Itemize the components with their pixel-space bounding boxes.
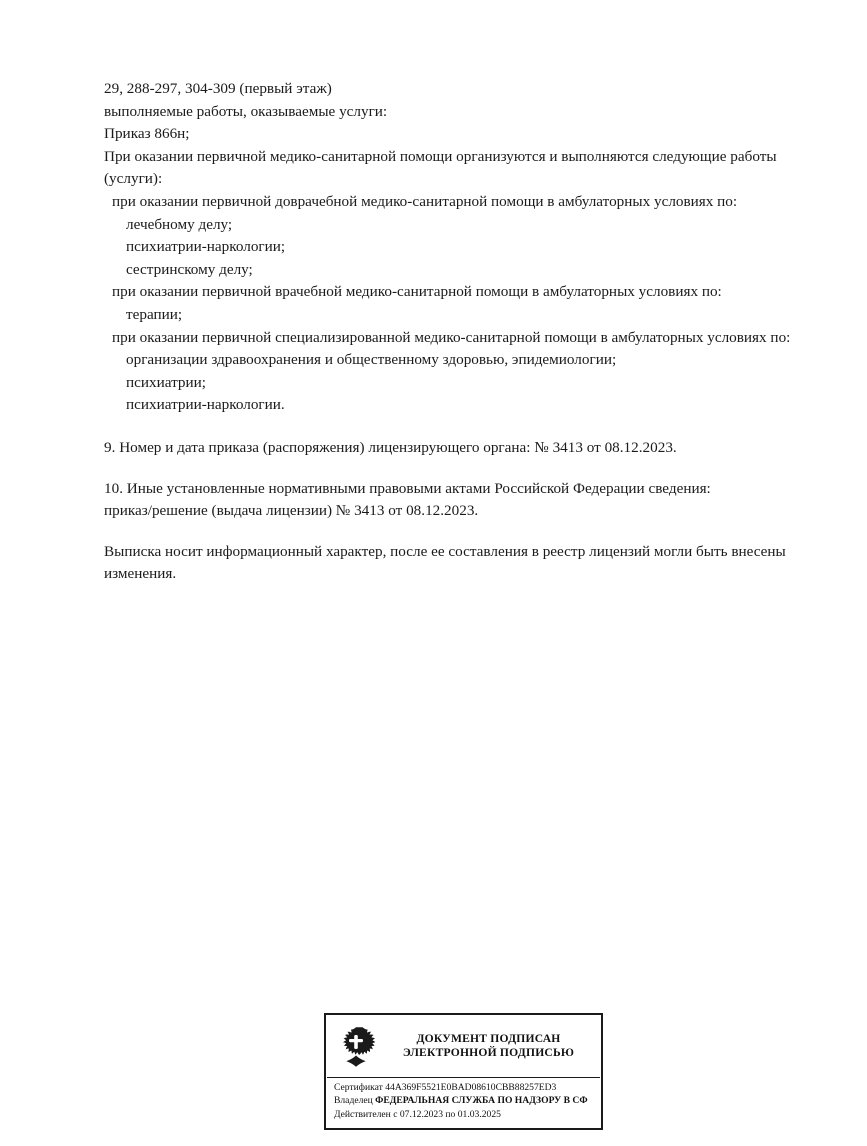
stamp-owner-value: ФЕДЕРАЛЬНАЯ СЛУЖБА ПО НАДЗОРУ В СФ xyxy=(375,1095,588,1107)
stamp-validity: Действителен с 07.12.2023 по 01.03.2025 xyxy=(334,1108,501,1120)
stamp-owner-label: Владелец xyxy=(334,1095,376,1107)
stamp-title xyxy=(382,1032,595,1061)
body-line-psychiatry: психиатрии; xyxy=(126,373,206,391)
body-line-therapy: терапии; xyxy=(126,305,183,323)
stamp-certificate: Сертификат 44A369F5521E0BAD08610CBB88257ED3 xyxy=(334,1082,557,1093)
stamp-header xyxy=(326,1015,601,1077)
item-10-other-info-line2: приказ/решение (выдача лицензии) № 3413 от 08.12.2023. xyxy=(104,502,479,520)
body-line-order: Приказ 866н; xyxy=(104,125,190,143)
body-line-specialized-care: при оказании первичной специализированной медико-санитарной помощи в амбулаторных условиях по: xyxy=(112,328,791,346)
item-9-order-number: 9. Номер и дата приказа (распоряжения) лицензирующего органа: № 3413 от 08.12.2023. xyxy=(104,438,677,456)
body-line-nursing: сестринскому делу; xyxy=(126,260,253,278)
body-line-works-header: выполняемые работы, оказываемые услуги: xyxy=(104,102,388,120)
stamp-title-line2: ЭЛЕКТРОННОЙ ПОДПИСЬЮ xyxy=(402,1046,575,1059)
body-line-primary-care-intro: При оказании первичной медико-санитарной помощи организуются и выполняются следующие работы (услуги): xyxy=(104,147,781,188)
stamp-title-line1: ДОКУМЕНТ ПОДПИСАН xyxy=(416,1031,561,1045)
stamp-details xyxy=(326,1078,601,1121)
spacer xyxy=(104,417,816,437)
body-line-psychiatry-narcology-2: психиатрии-наркологии. xyxy=(126,396,285,414)
body-line-address: 29, 288-297, 304-309 (первый этаж) xyxy=(104,80,332,97)
stamp-owner xyxy=(334,1094,597,1107)
body-line-psychiatry-narcology-1: психиатрии-наркологии; xyxy=(126,238,286,256)
body-line-medical-practice: лечебному делу; xyxy=(126,215,233,233)
body-line-prehospital: при оказании первичной доврачебной медико-санитарной помощи в амбулаторных условиях по: xyxy=(112,192,738,210)
document-body xyxy=(104,78,816,586)
informational-notice: Выписка носит информационный характер, после ее составления в реестр лицензий могли быть внесены изменения. xyxy=(104,542,786,583)
spacer xyxy=(104,460,816,478)
body-line-public-health: организации здравоохранения и общественному здоровью, эпидемиологии; xyxy=(126,351,617,369)
item-10-other-info-line1: 10. Иные установленные нормативными правовыми актами Российской Федерации сведения: xyxy=(104,479,711,497)
russian-coat-of-arms-icon xyxy=(336,1024,376,1068)
spacer xyxy=(104,523,816,541)
body-line-physician-care: при оказании первичной врачебной медико-санитарной помощи в амбулаторных условиях по: xyxy=(112,283,722,301)
electronic-signature-stamp xyxy=(324,1013,603,1130)
